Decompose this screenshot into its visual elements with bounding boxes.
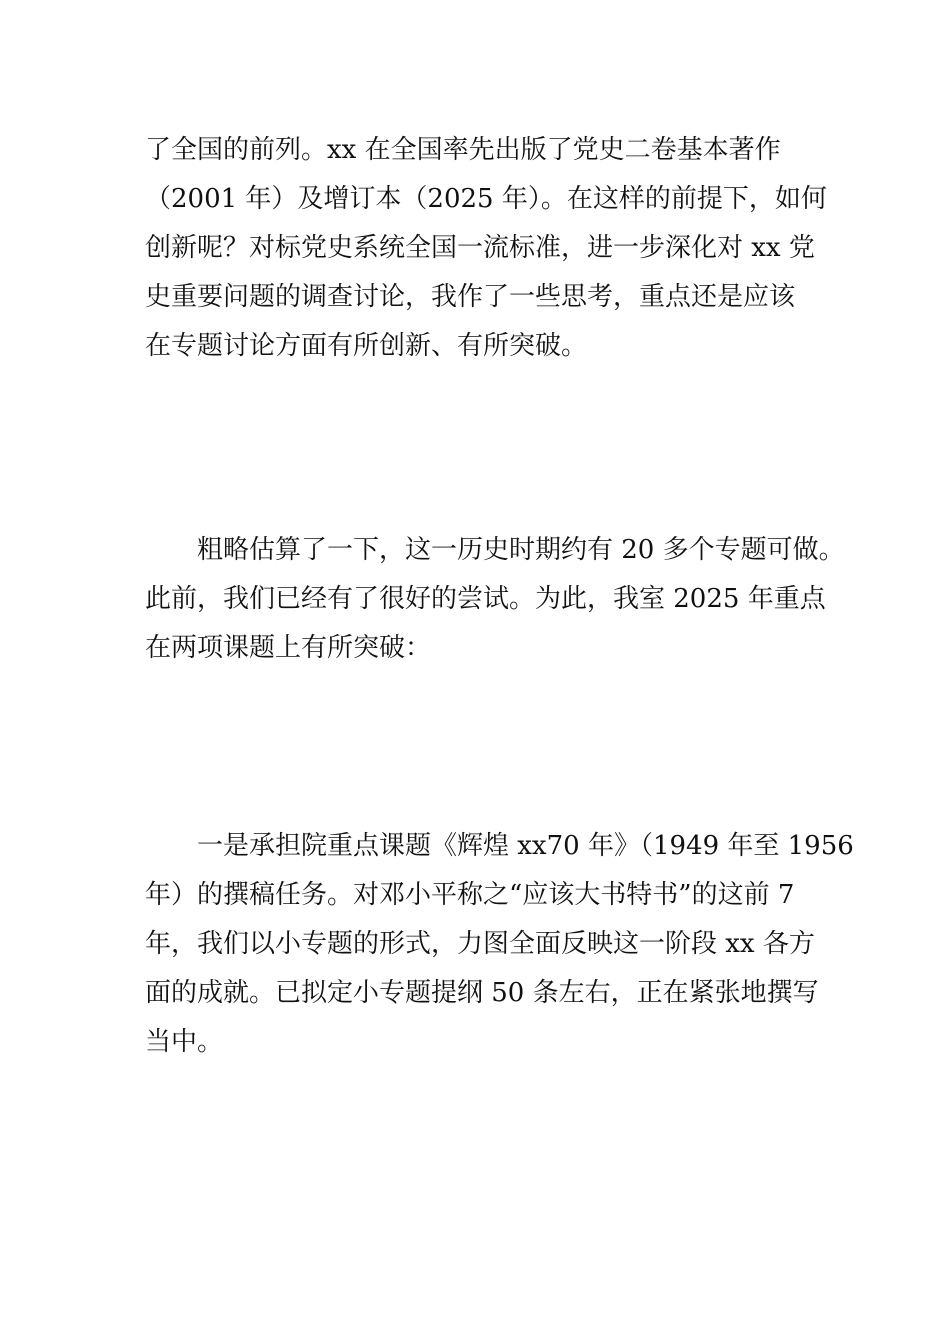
text-line: （2001 年）及增订本（2025 年）。在这样的前提下，如何	[145, 184, 827, 214]
text-line: 在专题讨论方面有所创新、有所突破。	[145, 331, 588, 361]
text-line: 了全国的前列。xx 在全国率先出版了党史二卷基本著作	[145, 135, 781, 165]
text-line: 史重要问题的调查讨论，我作了一些思考，重点还是应该	[145, 282, 796, 312]
text-line: 此前，我们已经有了很好的尝试。为此，我室 2025 年重点	[145, 584, 826, 614]
paragraph-3	[145, 822, 854, 1067]
text-line: 粗略估算了一下，这一历史时期约有 20 多个专题可做。	[145, 535, 845, 565]
text-line: 面的成就。已拟定小专题提纲 50 条左右，正在紧张地撰写	[145, 978, 819, 1008]
text-line: 在两项课题上有所突破：	[145, 633, 432, 663]
text-line: 年）的撰稿任务。对邓小平称之“应该大书特书”的这前 7	[145, 880, 795, 910]
text-line: 一是承担院重点课题《辉煌 xx70 年》（1949 年至 1956	[145, 831, 854, 861]
text-line: 创新呢？对标党史系统全国一流标准，进一步深化对 xx 党	[145, 233, 815, 263]
text-line: 当中。	[145, 1027, 224, 1057]
text-line: 年，我们以小专题的形式，力图全面反映这一阶段 xx 各方	[145, 929, 815, 959]
paragraph-1	[145, 126, 825, 371]
paragraph-2	[145, 526, 845, 673]
